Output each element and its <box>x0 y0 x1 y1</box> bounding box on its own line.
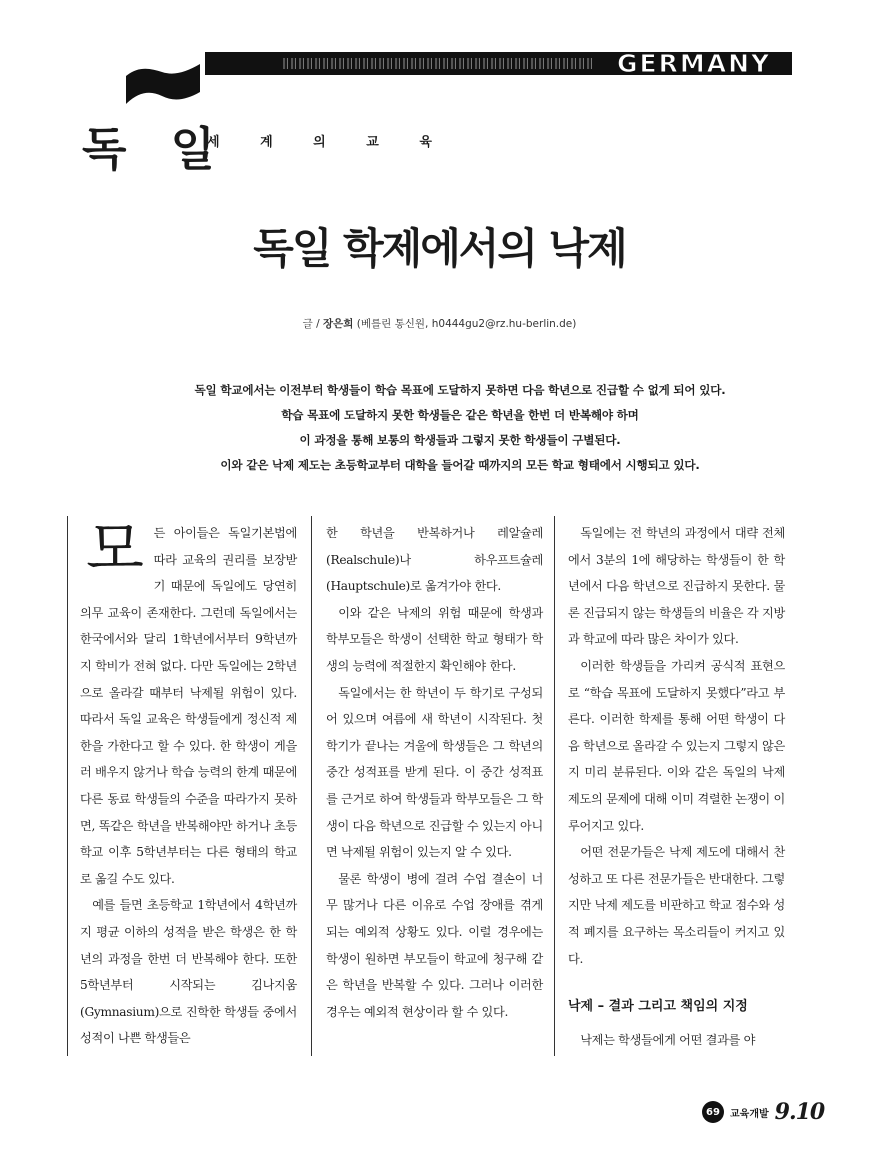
paragraph: 낙제는 학생들에게 어떤 결과를 야 <box>580 1032 756 1047</box>
article-column-1 <box>80 515 297 1052</box>
article-column-2 <box>326 520 543 1025</box>
issue-number: 9.10 <box>774 1099 825 1125</box>
page-number: 69 <box>702 1101 724 1123</box>
column-rule-1 <box>311 516 312 1056</box>
banner-label: GERMANY <box>609 52 779 75</box>
author-info: (베를린 통신원, h0444gu2@rz.hu-berlin.de) <box>356 318 577 330</box>
article-column-3 <box>568 520 785 1053</box>
banner-texture <box>283 58 593 69</box>
section-country: 독 일 <box>82 122 229 176</box>
paragraph: 이와 같은 낙제의 위험 때문에 학생과 학부모들은 학생이 선택한 학교 형태가 학생의 능력에 적절한지 확인해야 한다. <box>326 605 543 673</box>
publication-name: 교육개발 <box>730 1108 769 1120</box>
paragraph: 이러한 학생들을 가리켜 공식적 표현으로 “학습 목표에 도달하지 못했다”라고 부른다. 이러한 학제를 통해 어떤 학생이 다음 학년으로 올라갈 수 있는지 그렇지 않은지 미리 분류된다. 이와 같은 독일의 낙제 제도의 문제에 대해 이미 격렬한 논쟁이 이루어지고 있다. <box>568 658 785 833</box>
lead-line: 학습 목표에 도달하지 못한 학생들은 같은 학년을 한번 더 반복해야 하며 <box>281 408 639 422</box>
paragraph-text: 든 아이들은 독일기본법에 따라 교육의 권리를 보장받기 때문에 독일에도 당연히 의무 교육이 존재한다. 그런데 독일에서는 한국에서와 달리 1학년에서부터 9학년까지 학비가 전혀 없다. 다만 독일에는 2학년으로 올라갈 때부터 낙제될 위험이 있다. 따라서 독일 교육은 학생들에게 정신적 제한을 가한다고 할 수 있다. 한 학생이 게을러 배우지 않거나 학습 능력의 한계 때문에 다른 동료 학생들의 수준을 따라가지 못하면, 똑같은 학년을 반복해야만 하거나 초등학교 이후 5학년부터는 다른 형태의 학교로 옮길 수도 있다. <box>80 526 297 886</box>
lead-summary <box>70 378 850 478</box>
byline-prefix: 글 / <box>302 318 323 330</box>
drop-cap: 모 <box>86 515 144 585</box>
country-banner <box>205 52 792 75</box>
section-kicker: 세 계 의 교 육 <box>207 135 450 150</box>
paragraph: 독일에서는 한 학년이 두 학기로 구성되어 있으며 여름에 새 학년이 시작된다. 첫 학기가 끝나는 겨울에 학생들은 그 학년의 중간 성적표를 받게 된다. 이 중간 성적표를 근거로 하여 학생들과 학부모들은 그 학생이 다음 학년으로 진급할 수 있는지 아니면 낙제될 위험이 있는지 알 수 있다. <box>326 685 543 860</box>
section-subheading: 낙제 – 결과 그리고 책임의 지정 <box>568 999 748 1015</box>
byline <box>0 316 879 331</box>
flag-graphic <box>124 62 202 106</box>
column-rule-2 <box>554 516 555 1056</box>
column-rule-left <box>67 516 68 1056</box>
paragraph: 예를 들면 초등학교 1학년에서 4학년까지 평균 이하의 성적을 받은 학생은 한 학년의 과정을 한번 더 반복해야 한다. 또한 5학년부터 시작되는 김나지움(Gymnasium)으로 진학한 학생들 중에서 성적이 나쁜 학생들은 <box>80 898 297 1046</box>
lead-line: 이와 같은 낙제 제도는 초등학교부터 대학을 들어갈 때까지의 모든 학교 형태에서 시행되고 있다. <box>220 458 700 472</box>
paragraph <box>80 515 297 892</box>
page-footer <box>702 1100 824 1124</box>
lead-line: 이 과정을 통해 보통의 학생들과 그렇지 못한 학생들이 구별된다. <box>299 433 621 447</box>
paragraph: 어떤 전문가들은 낙제 제도에 대해서 찬성하고 또 다른 전문가들은 반대한다. 그렇지만 낙제 제도를 비판하고 학교 점수와 성적 폐지를 요구하는 목소리들이 커지고 있다. <box>568 845 785 966</box>
paragraph: 독일에는 전 학년의 과정에서 대략 전체에서 3분의 1에 해당하는 학생들이 한 학년에서 다음 학년으로 진급하지 못한다. 물론 진급되지 않는 학생들의 비율은 각 지방과 학교에 따라 많은 차이가 있다. <box>568 526 785 647</box>
paragraph: 한 학년을 반복하거나 레알슐레(Realschule)나 하우프트슐레(Hauptschule)로 옮겨가야 한다. <box>326 526 543 594</box>
article-title: 독일 학제에서의 낙제 <box>253 224 626 273</box>
lead-line: 독일 학교에서는 이전부터 학생들이 학습 목표에 도달하지 못하면 다음 학년으로 진급할 수 없게 되어 있다. <box>194 383 726 397</box>
paragraph: 물론 학생이 병에 걸려 수업 결손이 너무 많거나 다른 이유로 수업 장애를 겪게 되는 예외적 상황도 있다. 이럴 경우에는 학생이 원하면 부모들이 학교에 청구해 같은 학년을 반복할 수 있다. 그러나 이러한 경우는 예외적 현상이라 할 수 있다. <box>326 871 543 1019</box>
author-name: 장은희 <box>322 318 354 330</box>
